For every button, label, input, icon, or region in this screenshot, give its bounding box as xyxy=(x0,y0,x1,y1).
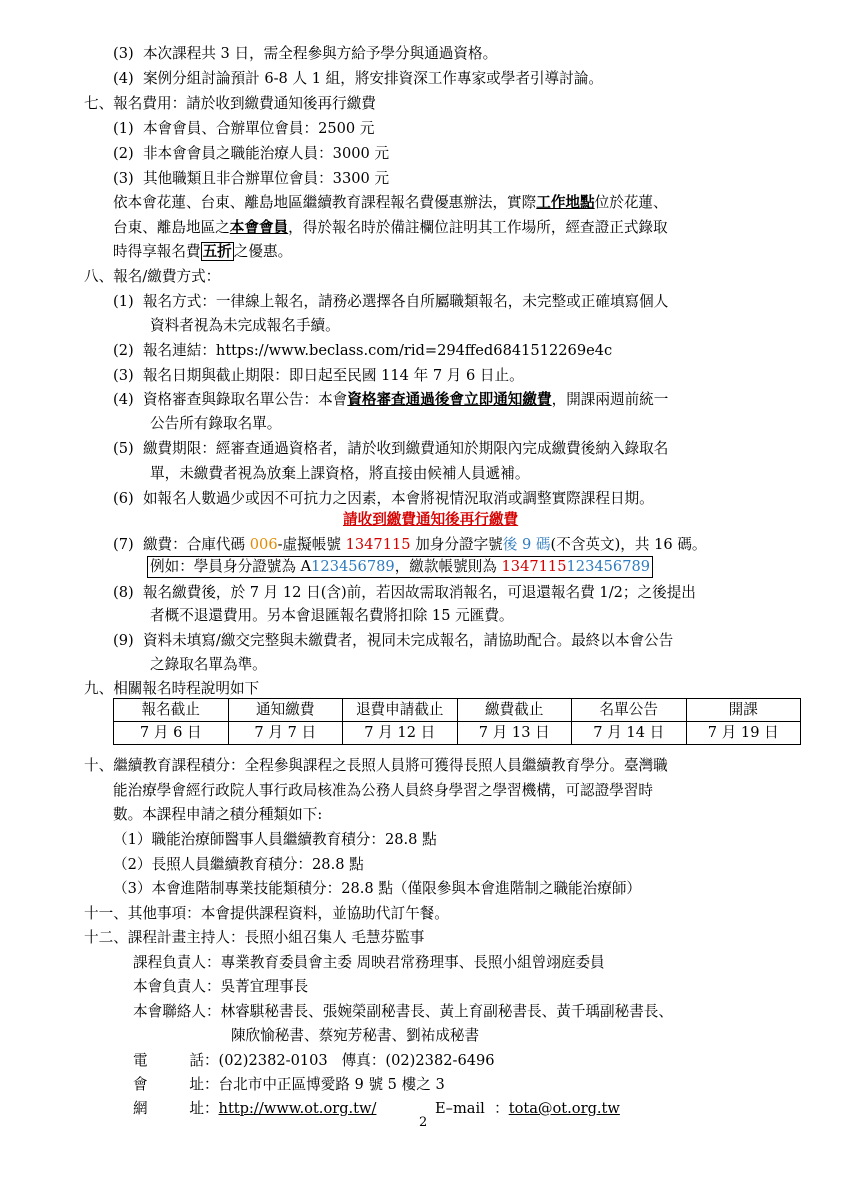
discount-text xyxy=(113,243,292,261)
list-item: 資料者視為未完成報名手續。 xyxy=(150,317,340,334)
text: 台東、離島地區之 xyxy=(113,219,230,236)
section-heading-credits: 十、繼續教育課程積分：全程參與課程之長照人員將可獲得長照人員繼續教育學分。臺灣職 xyxy=(84,757,668,774)
text: ，開課兩週前統一 xyxy=(551,391,669,408)
address-value: 台北市中正區博愛路 9 號 5 樓之 3 xyxy=(218,1076,445,1093)
payment-example xyxy=(147,556,653,578)
section-heading-host: 十二、課程計畫主持人：長照小組召集人 毛慧芬監事 xyxy=(84,929,425,946)
text: (不含英文)，共 16 碼。 xyxy=(550,536,707,553)
table-header-cell: 通知繳費 xyxy=(228,699,343,722)
address-line xyxy=(133,1076,445,1094)
text: 之優惠。 xyxy=(233,243,293,260)
list-item: 之錄取名單為準。 xyxy=(150,656,267,673)
emphasis: 工作地點 xyxy=(536,194,595,211)
text: (4) 資格審查與錄取名單公告：本會 xyxy=(113,391,348,408)
table-cell: 7 月 7 日 xyxy=(228,722,343,745)
section-heading-other: 十一、其他事項：本會提供課程資料，並協助代訂午餐。 xyxy=(84,905,449,922)
table-cell: 7 月 13 日 xyxy=(457,722,572,745)
email-link[interactable]: tota@ot.org.tw xyxy=(508,1100,620,1117)
paragraph: 數。本課程申請之積分種類如下: xyxy=(113,806,323,823)
text: 時得享報名費 xyxy=(113,243,201,260)
list-item: (1) 本會會員、合辦單位會員：2500 元 xyxy=(113,120,375,137)
list-item: (3) 本次課程共 3 日，需全程參與方給予學分與通過資格。 xyxy=(113,45,498,62)
list-item: (6) 如報名人數過少或因不可抗力之因素，本會將視情況取消或調整實際課程日期。 xyxy=(113,490,654,507)
payment-instruction xyxy=(113,536,707,554)
example-account-prefix: 1347115 xyxy=(501,558,567,575)
web-line xyxy=(133,1100,376,1118)
text: 加身分證字號 xyxy=(410,536,503,553)
list-item: (9) 資料未填寫/繳交完整與未繳費者，視同未完成報名，請協助配合。最終以本會公告 xyxy=(113,632,674,649)
table-cell: 7 月 14 日 xyxy=(572,722,687,745)
page-number: 2 xyxy=(419,1115,428,1130)
discount-text xyxy=(113,194,668,212)
table-header-row xyxy=(114,699,801,722)
table-header-cell: 退費申請截止 xyxy=(343,699,458,722)
discount-text xyxy=(113,219,668,237)
list-item: 單，未繳費者視為放棄上課資格，將直接由候補人員遞補。 xyxy=(150,465,530,482)
phone-value: (02)2382-0103 傳真：(02)2382-6496 xyxy=(218,1052,495,1069)
list-item: (3) 其他職類且非合辦單位會員：3300 元 xyxy=(113,170,390,187)
table-header-cell: 開課 xyxy=(686,699,801,722)
example-account-id: 123456789 xyxy=(566,558,651,575)
contact-line: 課程負責人：專業教育委員會主委 周映君常務理事、長照小組曾翊庭委員 xyxy=(133,954,605,971)
email-line xyxy=(435,1100,620,1118)
example-id: 123456789 xyxy=(311,558,395,575)
payment-notice-title: 請收到繳費通知後再行繳費 xyxy=(343,511,519,528)
phone-line xyxy=(133,1052,495,1070)
list-item xyxy=(113,391,668,409)
contact-line: 本會負責人：吳菁宜理事長 xyxy=(133,978,309,995)
phone-label: 電 話： xyxy=(133,1052,219,1069)
list-item: (2) 非本會會員之職能治療人員：3000 元 xyxy=(113,145,390,162)
emphasis: 資格審查通過後會立即通知繳費 xyxy=(347,391,552,408)
list-item: （3）本會進階制專業技能類積分：28.8 點（僅限參與本會進階制之職能治療師） xyxy=(113,880,642,897)
emphasis: 本會會員 xyxy=(229,219,289,236)
list-item: （2）長照人員繼續教育積分：28.8 點 xyxy=(113,856,364,873)
section-heading-registration: 八、報名/繳費方式： xyxy=(84,268,221,285)
list-item: (1) 報名方式：一律線上報名，請務必選擇各自所屬職類報名，未完整或正確填寫個人 xyxy=(113,293,669,310)
section-heading-fees: 七、報名費用：請於收到繳費通知後再行繳費 xyxy=(84,95,376,112)
contact-line: 陳欣愉秘書、蔡宛芳秘書、劉祐成秘書 xyxy=(231,1027,480,1044)
text: (7) 繳費：合庫代碼 xyxy=(113,536,250,553)
example-box xyxy=(147,556,653,578)
email-label: E–mail ： xyxy=(435,1100,509,1117)
web-label: 網 址： xyxy=(133,1100,219,1117)
table-header-cell: 報名截止 xyxy=(114,699,229,722)
bank-code: 006 xyxy=(249,536,278,553)
list-item: （1）職能治療師醫事人員繼續教育積分：28.8 點 xyxy=(113,831,437,848)
list-item: (5) 繳費期限：經審查通過資格者，請於收到繳費通知於期限內完成繳費後納入錄取名 xyxy=(113,440,669,457)
table-header-cell: 繳費截止 xyxy=(457,699,572,722)
table-header-cell: 名單公告 xyxy=(572,699,687,722)
id-digits: 後 9 碼 xyxy=(502,536,551,553)
text: ，得於報名時於備註欄位註明其工作場所，經查證正式錄取 xyxy=(288,219,668,236)
table-cell: 7 月 6 日 xyxy=(114,722,229,745)
table-row xyxy=(114,722,801,745)
text: ，繳款帳號則為 xyxy=(394,558,502,575)
list-item: (3) 報名日期與截止期限：即日起至民國 114 年 7 月 6 日止。 xyxy=(113,367,524,384)
website-link[interactable]: http://www.ot.org.tw/ xyxy=(218,1100,377,1117)
table-cell: 7 月 19 日 xyxy=(686,722,801,745)
registration-link[interactable]: (2) 報名連結：https://www.beclass.com/rid=294ffed6841512269e4c xyxy=(113,342,613,359)
list-item: 公告所有錄取名單。 xyxy=(150,415,282,432)
list-item: (8) 報名繳費後，於 7 月 12 日(含)前，若因故需取消報名，可退還報名費 1/2；之後提出 xyxy=(113,584,696,601)
contact-line: 本會聯絡人：林睿騏秘書長、張婉榮副秘書長、黃上育副秘書長、黃千瑀副秘書長、 xyxy=(133,1003,673,1020)
text: -虛擬帳號 xyxy=(277,536,346,553)
text: 例如：學員身分證號為 A xyxy=(150,558,312,575)
paragraph: 能治療學會經行政院人事行政局核准為公務人員終身學習之學習機構，可認證學習時 xyxy=(113,782,653,799)
discount-box: 五折 xyxy=(202,243,232,260)
schedule-table xyxy=(113,698,801,745)
list-item: (4) 案例分組討論預計 6-8 人 1 組，將安排資深工作專家或學者引導討論。 xyxy=(113,70,603,87)
text: 依本會花蓮、台東、離島地區繼續教育課程報名費優惠辦法，實際 xyxy=(113,194,537,211)
virtual-account: 1347115 xyxy=(345,536,411,553)
text: 位於花蓮、 xyxy=(594,194,668,211)
address-label: 會 址： xyxy=(133,1076,219,1093)
list-item: 者概不退還費用。另本會退匯報名費將扣除 15 元匯費。 xyxy=(150,607,514,624)
section-heading-schedule: 九、相關報名時程說明如下 xyxy=(84,680,260,697)
table-cell: 7 月 12 日 xyxy=(343,722,458,745)
